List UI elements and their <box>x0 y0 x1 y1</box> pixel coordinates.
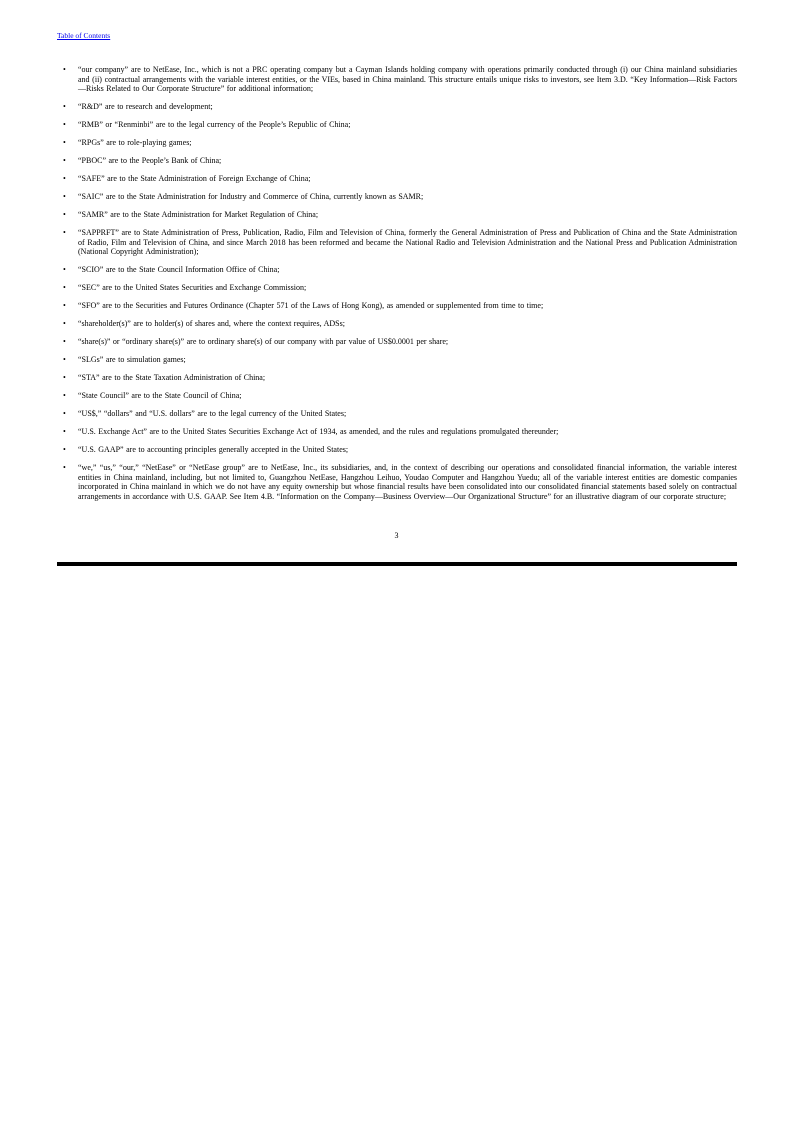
bullet-icon: • <box>63 65 66 74</box>
bullet-icon: • <box>63 102 66 111</box>
bullet-icon: • <box>63 265 66 274</box>
list-item <box>57 156 737 166</box>
footer-rule <box>57 562 737 566</box>
list-item <box>57 265 737 275</box>
bullet-icon: • <box>63 174 66 183</box>
bullet-icon: • <box>63 301 66 310</box>
bullet-icon: • <box>63 319 66 328</box>
bullet-icon: • <box>63 445 66 454</box>
bullet-icon: • <box>63 228 66 237</box>
toc-link[interactable]: Table of Contents <box>57 31 111 40</box>
bullet-icon: • <box>63 463 66 472</box>
list-item <box>57 301 737 311</box>
list-item <box>57 355 737 365</box>
bullet-text: “RMB” or “Renminbi” are to the legal currency of the People’s Republic of China; <box>78 120 351 129</box>
bullet-text: “PBOC” are to the People’s Bank of China; <box>78 156 222 165</box>
bullet-icon: • <box>63 210 66 219</box>
bullet-text: “STA” are to the State Taxation Administration of China; <box>78 373 266 382</box>
bullet-text: “shareholder(s)” are to holder(s) of shares and, where the context requires, ADSs; <box>78 319 345 328</box>
list-item <box>57 138 737 148</box>
list-item <box>57 228 737 257</box>
bullet-text: “R&D” are to research and development; <box>78 102 213 111</box>
bullet-icon: • <box>63 337 66 346</box>
list-item <box>57 65 737 94</box>
bullet-icon: • <box>63 355 66 364</box>
bullet-text: “SAMR” are to the State Administration for Market Regulation of China; <box>78 210 319 219</box>
bullet-icon: • <box>63 409 66 418</box>
list-item <box>57 337 737 347</box>
page-number: 3 <box>394 531 399 540</box>
list-item <box>57 210 737 220</box>
bullet-text: “RPGs” are to role-playing games; <box>78 138 192 147</box>
bullet-text: “we,” “us,” “our,” “NetEase” or “NetEase group” are to NetEase, Inc., its subsidiaries, and, in the context of describing our operations and consolidated financial information, the variable interest entities in China mainland, including, but not limited to, Guangzhou NetEase, Hangzhou Leihuo, Youdao Computer and Hangzhou Yuedu; all of the variable interest entities are domestic companies incorporated in China mainland in which we do not have any equity ownership but whose financial results have been consolidated into our consolidated financial statements based solely on contractual arrangements in accordance with U.S. GAAP. See Item 4.B. “Information on the Company—Business Overview—Our Organizational Structure” for an illustrative diagram of our corporate structure; <box>78 463 737 501</box>
definitions-list <box>57 65 737 501</box>
bullet-icon: • <box>63 120 66 129</box>
bullet-icon: • <box>63 283 66 292</box>
bullet-text: “State Council” are to the State Council of China; <box>78 391 242 400</box>
bullet-text: “SCIO” are to the State Council Information Office of China; <box>78 265 280 274</box>
list-item <box>57 192 737 202</box>
list-item <box>57 319 737 329</box>
bullet-text: “US$,” “dollars” and “U.S. dollars” are to the legal currency of the United States; <box>78 409 347 418</box>
list-item <box>57 391 737 401</box>
bullet-icon: • <box>63 391 66 400</box>
list-item <box>57 102 737 112</box>
bullet-icon: • <box>63 373 66 382</box>
list-item <box>57 283 737 293</box>
bullet-text: “our company” are to NetEase, Inc., which is not a PRC operating company but a Cayman Islands holding company with operations primarily conducted through (i) our China mainland subsidiaries and (ii) contractual arrangements with the variable interest entities, or the VIEs, based in China mainland. This structure entails unique risks to investors, see Item 3.D. “Key Information—Risk Factors—Risks Related to Our Corporate Structure” for additional information; <box>78 65 737 93</box>
bullet-text: “U.S. Exchange Act” are to the United States Securities Exchange Act of 1934, as amended, and the rules and regulations promulgated thereunder; <box>78 427 559 436</box>
bullet-icon: • <box>63 192 66 201</box>
bullet-icon: • <box>63 427 66 436</box>
bullet-text: “SFO” are to the Securities and Futures Ordinance (Chapter 571 of the Laws of Hong Kong), as amended or supplemented from time to time; <box>78 301 544 310</box>
bullet-icon: • <box>63 138 66 147</box>
bullet-icon: • <box>63 156 66 165</box>
bullet-text: “SAIC” are to the State Administration for Industry and Commerce of China, currently known as SAMR; <box>78 192 424 201</box>
bullet-text: “SAFE” are to the State Administration of Foreign Exchange of China; <box>78 174 311 183</box>
list-item <box>57 427 737 437</box>
bullet-text: “SEC” are to the United States Securities and Exchange Commission; <box>78 283 307 292</box>
bullet-text: “SLGs” are to simulation games; <box>78 355 186 364</box>
bullet-text: “SAPPRFT” are to State Administration of Press, Publication, Radio, Film and Television of China, formerly the General Administration of Press and Publication of China and the State Administration of Radio, Film and Television of China, and since March 2018 has been reformed and became the National Radio and Television Administration and the National Press and Publication Administration (National Copyright Administration); <box>78 228 737 256</box>
list-item <box>57 463 737 501</box>
list-item <box>57 174 737 184</box>
list-item <box>57 120 737 130</box>
definitions-section <box>57 65 737 510</box>
list-item <box>57 409 737 419</box>
bullet-text: “U.S. GAAP” are to accounting principles generally accepted in the United States; <box>78 445 349 454</box>
list-item <box>57 373 737 383</box>
list-item <box>57 445 737 455</box>
bullet-text: “share(s)” or “ordinary share(s)” are to ordinary share(s) of our company with par value of US$0.0001 per share; <box>78 337 449 346</box>
